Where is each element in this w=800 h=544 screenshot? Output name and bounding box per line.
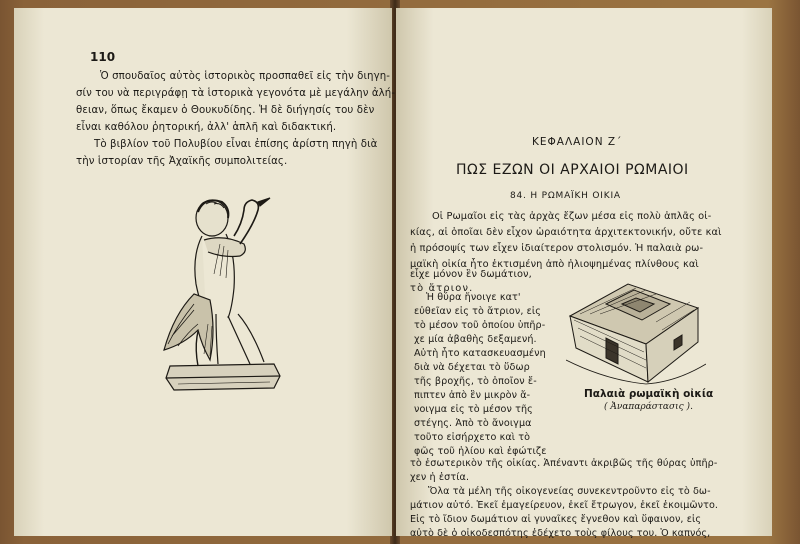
boy-with-goose-statue-illustration (154, 184, 294, 399)
body-line: τὸ ἐσωτερικὸν τῆς οἰκίας. Ἀπέναντι ἀκριβῶς τῆς θύρας ὑπῆρ- (410, 458, 718, 469)
column-line: Αὐτὴ ἦτο κατασκευασμένη (414, 348, 546, 359)
column-line: τῆς βροχῆς, τὸ ὁποῖον ἔ- (414, 376, 537, 387)
body-line: χεν ἡ ἑστία. (410, 472, 470, 483)
left-paragraph-line: θειαν, ὅπως ἔκαμεν ὁ Θουκυδίδης. Ἡ δὲ διήγησίς του δὲν (76, 105, 375, 116)
left-page (14, 8, 396, 536)
body-line: κίας, αἱ ὁποῖαι δὲν εἶχον ὡραιότητα ἀρχιτεκτονικήν, οὔτε καὶ (410, 227, 722, 238)
column-line: χε μία ἀβαθὴς δεξαμενή. (414, 334, 537, 345)
column-line: φῶς τοῦ ἡλίου καὶ ἐφώτιζε (414, 446, 547, 457)
body-line: εἶχε μόνον ἓν δωμάτιον, (410, 269, 532, 280)
left-paragraph-line: σίν του νὰ περιγράφῃ τὰ ἱστορικὰ γεγονότα μὲ μεγάλην ἀλή- (76, 88, 396, 99)
column-line: εὐθεῖαν εἰς τὸ ἄτριον, εἰς (414, 306, 542, 317)
body-line: μαϊκὴ οἰκία ἦτο ἐκτισμένη ἀπὸ ἡλιοψημένας πλίνθους καὶ (410, 259, 699, 270)
left-paragraph-line: τὴν ἱστορίαν τῆς Ἀχαϊκῆς συμπολιτείας. (76, 156, 288, 167)
left-paragraph-line: εἶναι καθόλου ῥητορική, ἀλλ' ἁπλῆ καὶ διδακτική. (76, 122, 337, 133)
body-line: αὐτὸ δὲ ὁ οἰκοδεσπότης ἐδέχετο τοὺς φίλους του. Ὁ καπνός, (410, 528, 711, 539)
body-line: ἡ πρόσοψίς των εἶχεν ἰδιαίτερον στολισμόν. Ἡ παλαιὰ ρω- (410, 243, 704, 254)
column-line: στέγης. Ἀπὸ τὸ ἄνοιγμα (414, 418, 532, 429)
right-page (396, 8, 772, 539)
section-heading: 84. Η ΡΩΜΑΪΚΗ ΟΙΚΙΑ (510, 191, 621, 201)
body-line: Οἱ Ρωμαῖοι εἰς τὰς ἀρχὰς ἔζων μέσα εἰς πολὺ ἁπλᾶς οἰ- (432, 211, 712, 222)
column-line: τὸ μέσον τοῦ ὁποίου ὑπῆρ- (414, 320, 546, 331)
page-number: 110 (90, 50, 116, 64)
chapter-heading: ΚΕΦΑΛΑΙΟΝ Ζ΄ (532, 136, 623, 148)
figure-subcaption: ( Ἀναπαράστασις ). (604, 402, 693, 412)
left-paragraph-line: Τὸ βιβλίον τοῦ Πολυβίου εἶναι ἐπίσης ἀρίστη πηγὴ διὰ (94, 139, 378, 150)
bottom-paragraph (410, 457, 760, 541)
body-line: Εἰς τὸ ἴδιον δωμάτιον αἱ γυναῖκες ἔγνεθον καὶ ὕφαινον, εἰς (410, 514, 702, 525)
column-line: τοῦτο εἰσήρχετο καὶ τὸ (414, 432, 531, 443)
column-line: νοιγμα εἰς τὸ μέσον τῆς (414, 404, 533, 415)
body-line: μάτιον αὐτό. Ἐκεῖ ἐμαγείρευον, ἐκεῖ ἔτρωγον, ἐκεῖ ἐκοιμῶντο. (410, 500, 719, 511)
body-line: Ὅλα τὰ μέλη τῆς οἰκογενείας συνεκεντροῦντο εἰς τὸ δω- (428, 486, 711, 497)
column-line: πιπτεν ἀπὸ ἓν μικρὸν ἄ- (414, 390, 531, 401)
roman-house-illustration (566, 274, 706, 386)
chapter-title: ΠΩΣ ΕΖΩΝ ΟΙ ΑΡΧΑΙΟΙ ΡΩΜΑΙΟΙ (456, 162, 689, 178)
figure-caption: Παλαιὰ ρωμαϊκὴ οἰκία (584, 388, 714, 400)
column-line: Ἡ θύρα ἤνοιγε κατ' (426, 292, 521, 303)
column-line: διὰ νὰ δέχεται τὸ ὕδωρ (414, 362, 530, 373)
atrium-term: τὸ ἄτριον. (410, 283, 474, 294)
left-paragraph-line: Ὁ σπουδαῖος αὐτὸς ἱστορικὸς προσπαθεῖ εἰς τὴν διηγη- (100, 71, 391, 82)
